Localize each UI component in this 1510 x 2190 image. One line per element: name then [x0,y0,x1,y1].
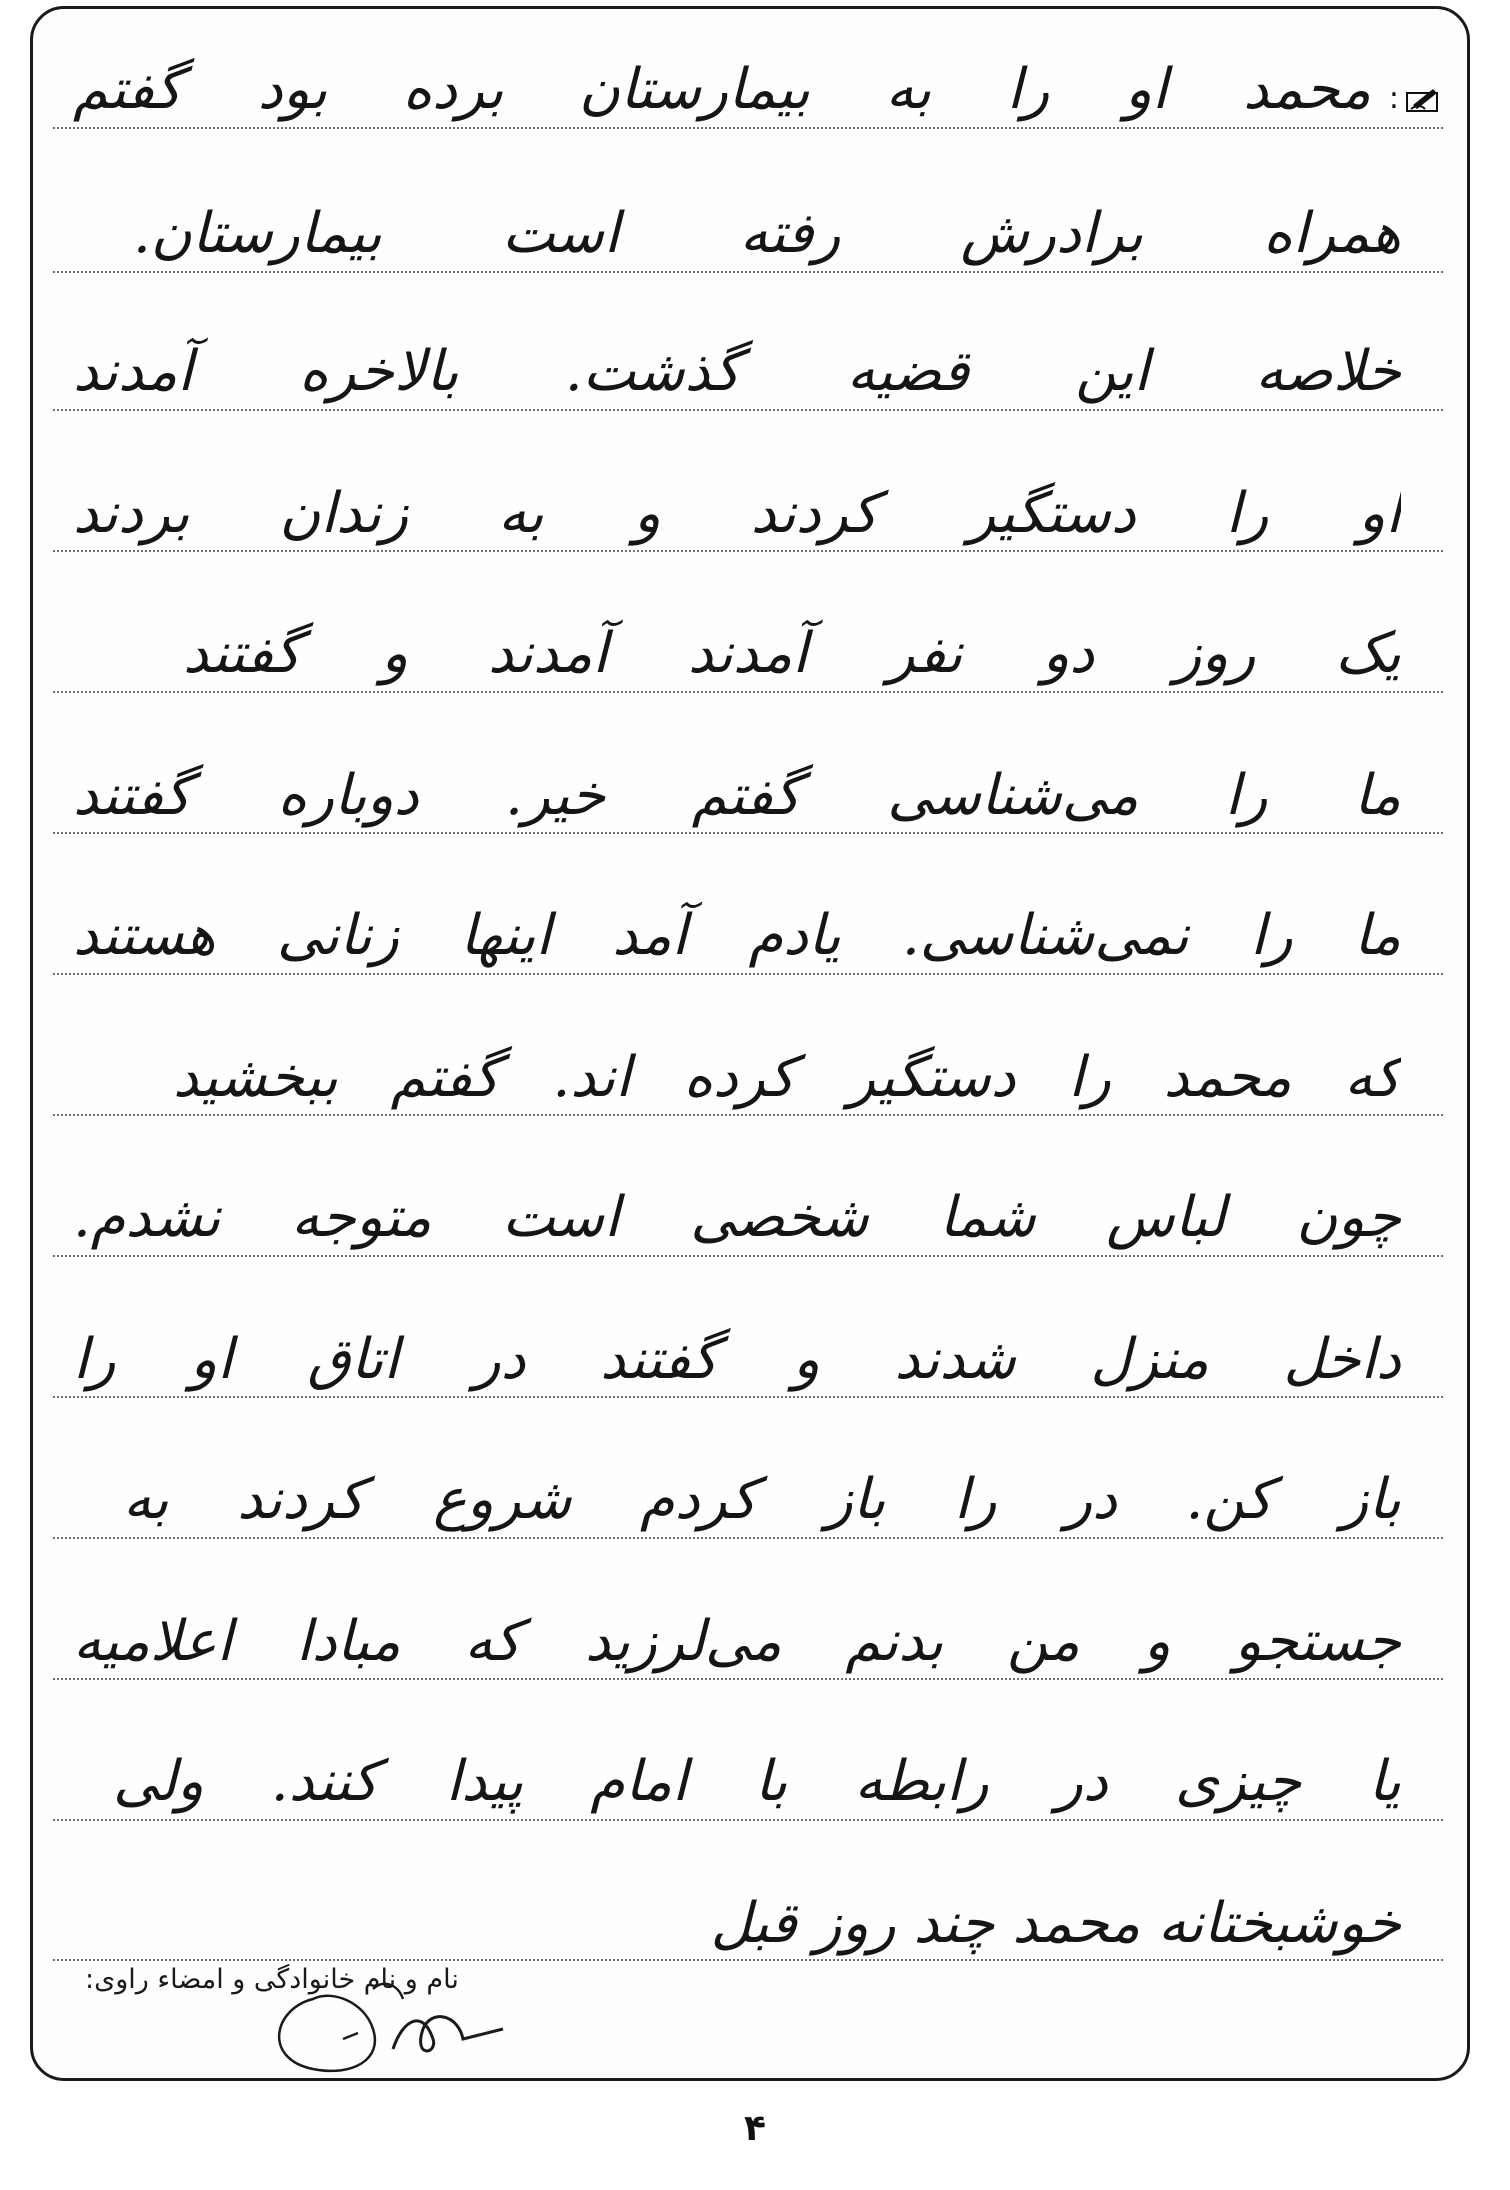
text-line-7: ما را نمی‌شناسی. یادم آمد اینها زنانی هستند [73,903,1401,968]
narrator-name-signature-label: نام و نام خانوادگی و امضاء راوی: [85,1964,459,1995]
page-number: ۴ [744,2108,766,2149]
text-line-4: او را دستگیر کردند و به زندان بردند [73,481,1401,546]
text-line-2: همراه برادرش رفته است بیمارستان. [133,201,1401,266]
text-line-1: محمد او را به بیمارستان برده بود گفتم [73,57,1371,122]
narrator-signature [253,1969,523,2079]
notebook-page-frame [30,6,1470,2081]
text-line-3: خلاصه این قضیه گذشت. بالاخره آمدند [73,339,1401,404]
header-colon: : [1388,81,1399,116]
pen-writing-icon [1403,85,1443,115]
text-line-13: یا چیزی در رابطه با امام پیدا کنند. ولی [113,1749,1401,1814]
text-line-10: داخل منزل شدند و گفتند در اتاق او را [73,1327,1401,1392]
text-line-12: جستجو و من بدنم می‌لرزید که مبادا اعلامیه [73,1609,1401,1674]
text-line-11: باز کن. در را باز کردم شروع کردند به [123,1467,1401,1532]
text-line-8: که محمد را دستگیر کرده اند. گفتم ببخشید [173,1045,1401,1110]
text-line-6: ما را می‌شناسی گفتم خیر. دوباره گفتند [73,763,1401,828]
text-line-9: چون لباس شما شخصی است متوجه نشدم. [73,1185,1401,1250]
text-line-5: یک روز دو نفر آمدند آمدند و گفتند [183,621,1401,686]
text-line-14: خوشبختانه محمد چند روز قبل [710,1891,1401,1956]
